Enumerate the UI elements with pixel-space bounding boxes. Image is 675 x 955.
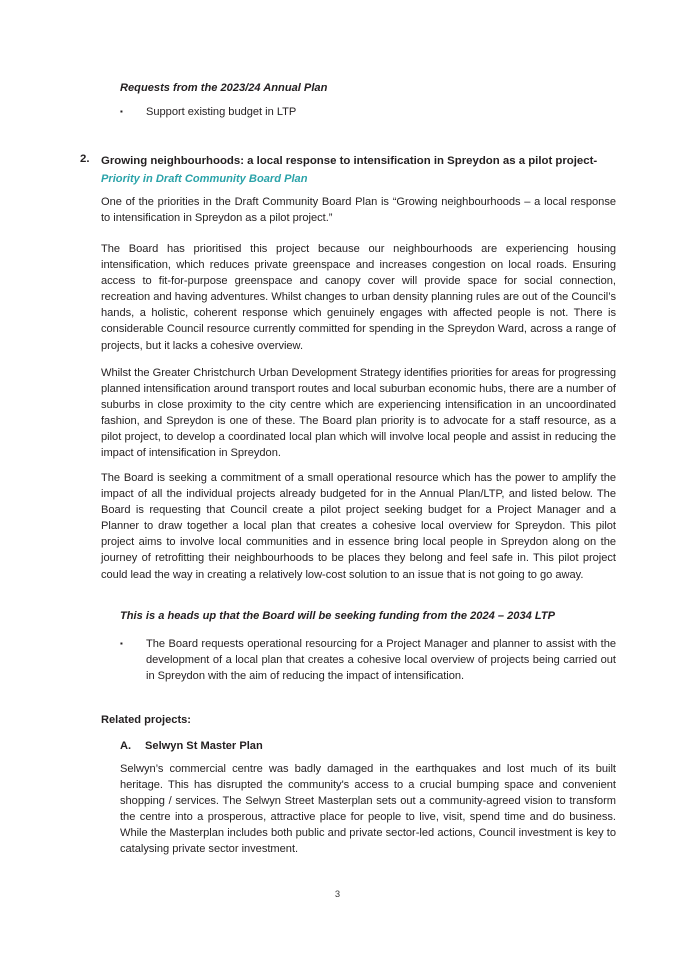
heads-up-note: This is a heads up that the Board will be seeking funding from the 2024 – 2034 LTP: [120, 610, 556, 622]
list-item-label: Support existing budget in LTP: [146, 106, 297, 118]
paragraph-3: Whilst the Greater Christchurch Urban Development Strategy identifies priorities for areas for progressing planned intensification around transport routes and local suburban economic hubs, there are a number of suburbs in close proximity to the city centre which are experiencing intensification in an uncoordinated fashion, and Spreydon is one of these. The Board plan priority is to advocate for a staff resource, as a pilot project, to develop a coordinated local plan which will involve local people and assist in reducing the impact of intensification in Spreydon.: [101, 367, 616, 460]
related-project-letter: A.: [120, 740, 132, 752]
section-subtitle: Priority in Draft Community Board Plan: [101, 173, 308, 186]
related-projects-label: Related projects:: [101, 714, 192, 726]
annual-plan-subheading: Requests from the 2023/24 Annual Plan: [120, 82, 328, 94]
related-project-heading-a: [120, 738, 616, 754]
section-number: 2.: [80, 153, 90, 165]
page-number: 3: [334, 888, 341, 899]
square-bullet-icon: ▪: [120, 639, 123, 648]
section-heading-2: [80, 151, 617, 187]
paragraph-1: One of the priorities in the Draft Community Board Plan is “Growing neighbourhoods – a local response to intensification in Spreydon as a pilot project.”: [101, 196, 616, 225]
paragraph-4: The Board is seeking a commitment of a small operational resource which has the power to amplify the impact of all the individual projects already budgeted for in the Annual Plan/LTP, and listed below. The Board is requesting that Council create a pilot project seeking budget for a Project Manager and a Planner to draw together a local plan that creates a cohesive local overview for Spreydon. This pilot project aims to involve local communities and in essence bring local people in Spreydon along on the journey of retrofitting their neighbourhoods to be places they belong and feel safe in. This pilot project could lead the way in creating a relatively low-cost solution to an issue that is not going to go away.: [101, 472, 616, 581]
list-item: [120, 104, 615, 120]
list-item: [120, 636, 616, 684]
square-bullet-icon: ▪: [120, 107, 123, 116]
related-project-body-a: Selwyn’s commercial centre was badly damaged in the earthquakes and lost much of its built heritage. This has disrupted the community's access to a crucial bumping space and convenient shopping / services. The Selwyn Street Masterplan sets out a community-agreed vision to transform the centre into a prosperous, attractive place for people to live, visit, spend time and do business. While the Masterplan includes both public and private sector-led actions, Council investment is key to catalysing private sector investment.: [120, 763, 616, 856]
related-project-title: Selwyn St Master Plan: [145, 740, 263, 752]
paragraph-2: The Board has prioritised this project because our neighbourhoods are experiencing housing intensification, which reduces private greenspace and increases congestion on local roads. Ensuring access to fit-for-purpose greenspace and canopy cover will provide space for social connection, recreation and having adventures. Whilst changes to urban density planning rules are out of the Council’s hands, a holistic, coherent response which genuinely engages with affected people is not. There is considerable Council resource currently committed for spending in the Spreydon Ward, across a range of projects, but it lacks a cohesive overview.: [101, 243, 616, 352]
section-title: Growing neighbourhoods: a local response to intensification in Spreydon as a pilot project-: [101, 155, 598, 167]
list-item-label: The Board requests operational resourcing for a Project Manager and planner to assist with the development of a local plan that creates a cohesive local overview of projects being carried out in Spreydon with the aim of reducing the impact of intensification.: [146, 638, 616, 683]
section-heading-text-wrap: [101, 151, 617, 187]
